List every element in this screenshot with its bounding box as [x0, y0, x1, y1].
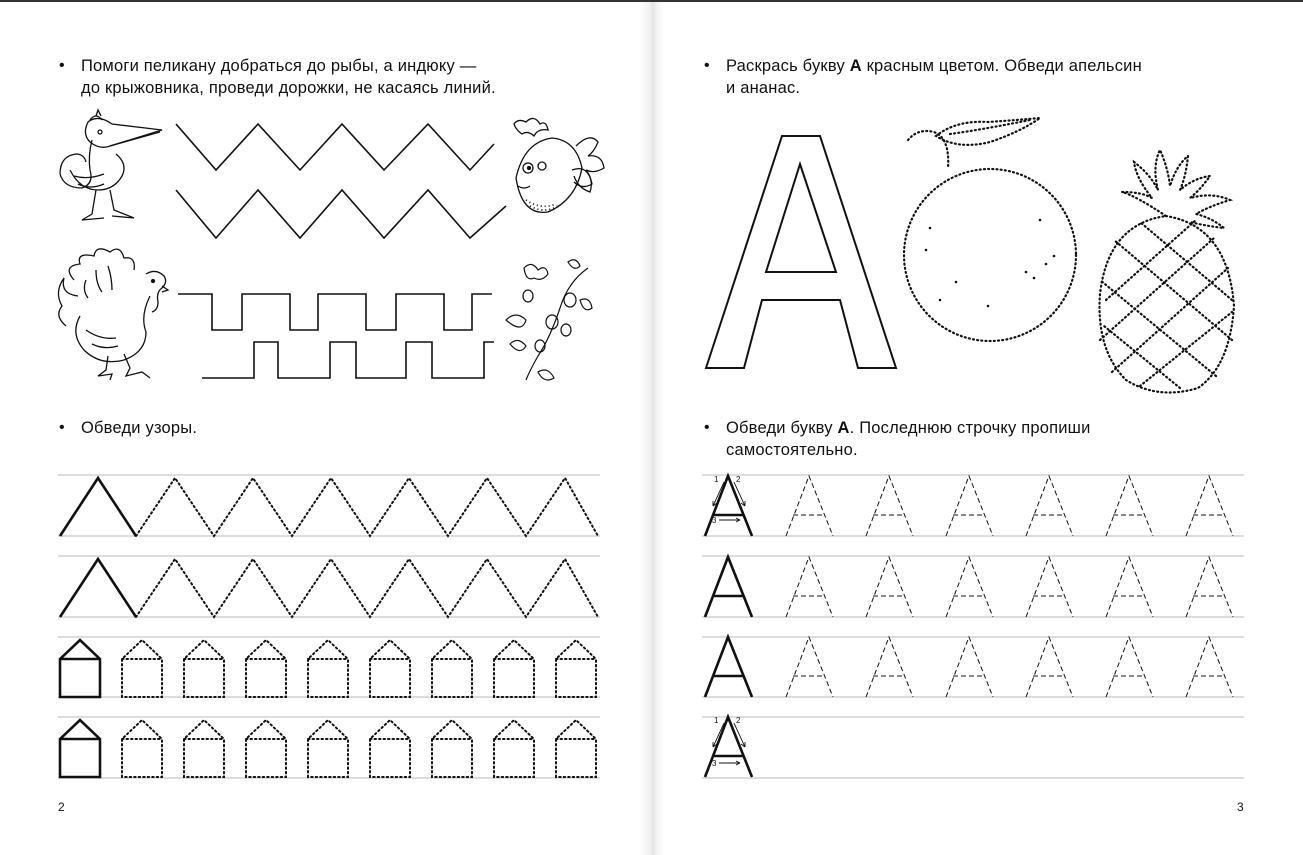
triangle-pattern-row1-sample: [60, 478, 136, 536]
zigzag-path-upper: [176, 124, 494, 170]
stroke-number-2-row1: 2: [736, 475, 741, 484]
stroke-number-1-row4: 1: [714, 716, 719, 725]
bullet: •: [704, 419, 710, 436]
text: . Последнюю строчку пропиши: [849, 419, 1091, 437]
triangle-pattern-row2-dotted: [136, 559, 598, 617]
stroke-number-1-row1: 1: [714, 475, 719, 484]
triangle-pattern-row1-dotted: [136, 478, 598, 536]
big-outline-letter-a: [706, 136, 896, 368]
letter-a-row3-sample: [705, 637, 752, 697]
bullet: •: [59, 419, 65, 436]
bullet: •: [59, 57, 65, 74]
text: Раскрась букву: [726, 57, 850, 75]
stroke-number-2-row4: 2: [736, 716, 741, 725]
house-pattern-row2-sample: [60, 720, 100, 777]
right-tracing-rules: [702, 475, 1244, 778]
left-page-number: 2: [58, 800, 65, 814]
text: Обведи букву: [726, 419, 838, 437]
right-task1-line2: и ананас.: [726, 79, 801, 97]
house-pattern-row1-dotted: [122, 640, 596, 697]
right-task2-line2: самостоятельно.: [726, 441, 858, 459]
house-pattern-row2-dotted: [122, 720, 596, 777]
zigzag-path-lower: [176, 190, 506, 238]
orange-peel-dots: [925, 219, 1056, 308]
square-wave-path-lower: [202, 342, 494, 378]
stroke-number-3-row1: 3: [712, 516, 717, 525]
right-page-number: 3: [1237, 800, 1244, 814]
letter-a-row2-sample: [705, 557, 752, 617]
bold-letter: А: [849, 57, 862, 75]
left-task2-line1: Обведи узоры.: [81, 419, 198, 437]
fish-illustration: [514, 118, 604, 212]
square-wave-path-upper: [178, 294, 492, 330]
left-task1-line2: до крыжовника, проведи дорожки, не касаясь линий.: [81, 79, 496, 97]
stroke-number-3-row4: 3: [712, 759, 717, 768]
gooseberry-branch-illustration: [506, 260, 592, 380]
dotted-pineapple-outline: [1100, 150, 1234, 393]
letter-a-tracing-dashed: [786, 476, 1233, 697]
triangle-pattern-row2-sample: [60, 559, 136, 617]
bold-letter: А: [837, 419, 850, 437]
dotted-orange-outline: [904, 118, 1076, 341]
text: красным цветом. Обведи апельсин: [861, 57, 1142, 75]
left-tracing-rules: [58, 475, 600, 778]
pelican-illustration: [60, 110, 162, 220]
house-pattern-row1-sample: [60, 640, 100, 697]
left-task1-line1: Помоги пеликану добраться до рыбы, а индюку —: [81, 57, 477, 75]
bullet: •: [704, 57, 710, 74]
turkey-illustration: [58, 249, 168, 380]
